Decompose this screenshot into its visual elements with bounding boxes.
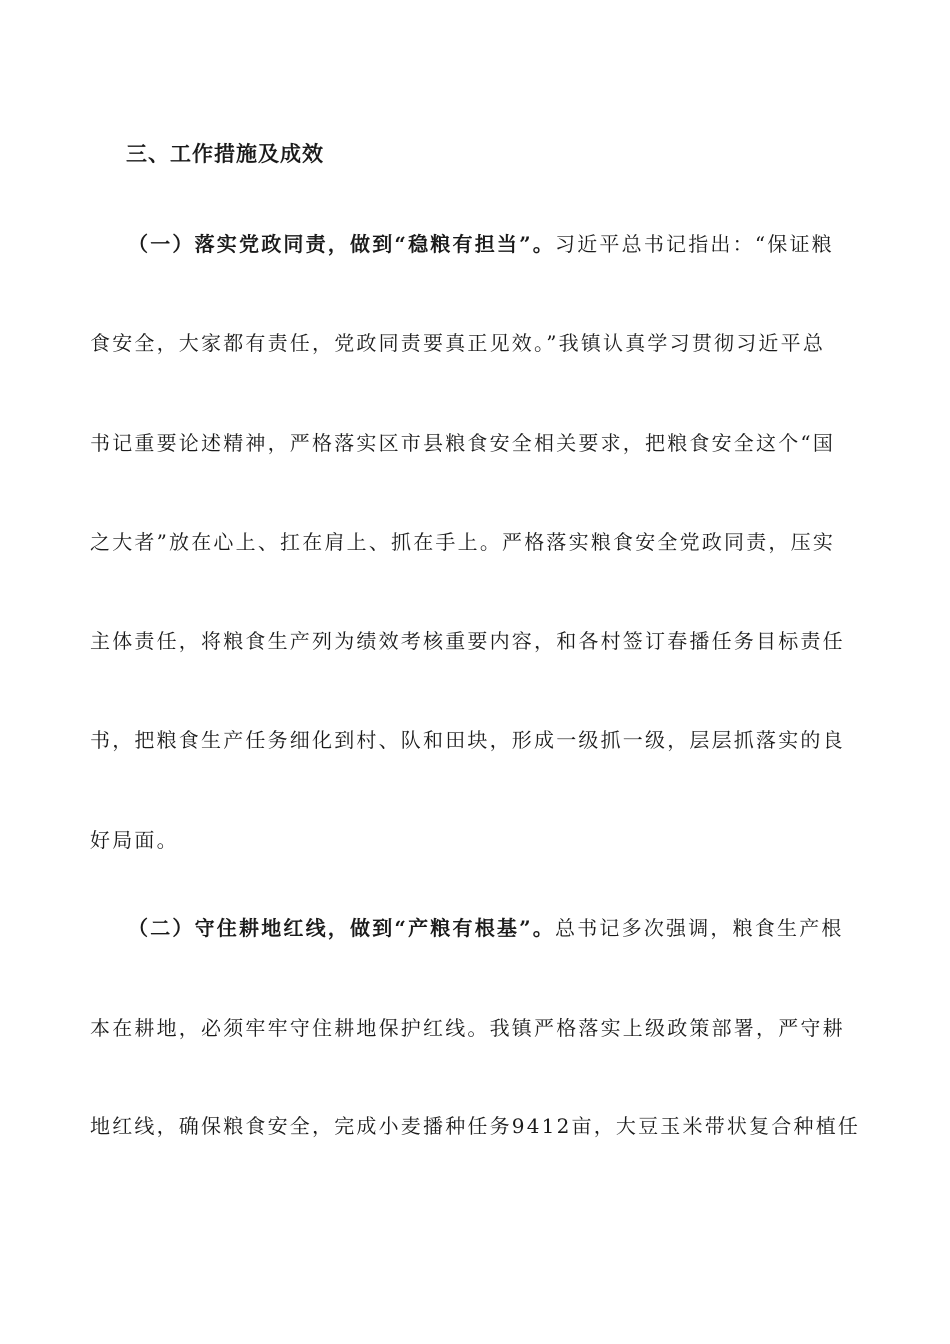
paragraph-1-lead: （一）落实党政同责，做到“稳粮有担当”。 [128, 232, 556, 256]
paragraph-1-line-6: 书，把粮食生产任务细化到村、队和田块，形成一级抓一级，层层抓落实的良 [90, 728, 845, 752]
paragraph-2-lead: （二）守住耕地红线，做到“产粮有根基”。 [128, 916, 556, 940]
paragraph-1-line-5: 主体责任，将粮食生产列为绩效考核重要内容，和各村签订春播任务目标责任 [90, 629, 845, 653]
paragraph-1-line-2: 食安全，大家都有责任，党政同责要真正见效。”我镇认真学习贯彻习近平总 [90, 331, 826, 355]
paragraph-1-line-1-text: 习近平总书记指出：“保证粮 [555, 232, 834, 256]
paragraph-1-line-1 [128, 228, 834, 257]
paragraph-2-line-1 [128, 912, 844, 941]
paragraph-1-line-7: 好局面。 [90, 828, 179, 852]
paragraph-2-line-2: 本在耕地，必须牢牢守住耕地保护红线。我镇严格落实上级政策部署，严守耕 [90, 1016, 845, 1040]
paragraph-2-line-3: 地红线，确保粮食安全，完成小麦播种任务9412亩，大豆玉米带状复合种植任 [90, 1114, 861, 1138]
paragraph-1-line-4: 之大者”放在心上、扛在肩上、抓在手上。严格落实粮食安全党政同责，压实 [90, 530, 836, 554]
paragraph-1-line-3: 书记重要论述精神，严格落实区市县粮食安全相关要求，把粮食安全这个“国 [90, 431, 836, 455]
paragraph-2-line-1-text: 总书记多次强调，粮食生产根 [555, 916, 844, 940]
section-heading: 三、工作措施及成效 [126, 141, 324, 166]
